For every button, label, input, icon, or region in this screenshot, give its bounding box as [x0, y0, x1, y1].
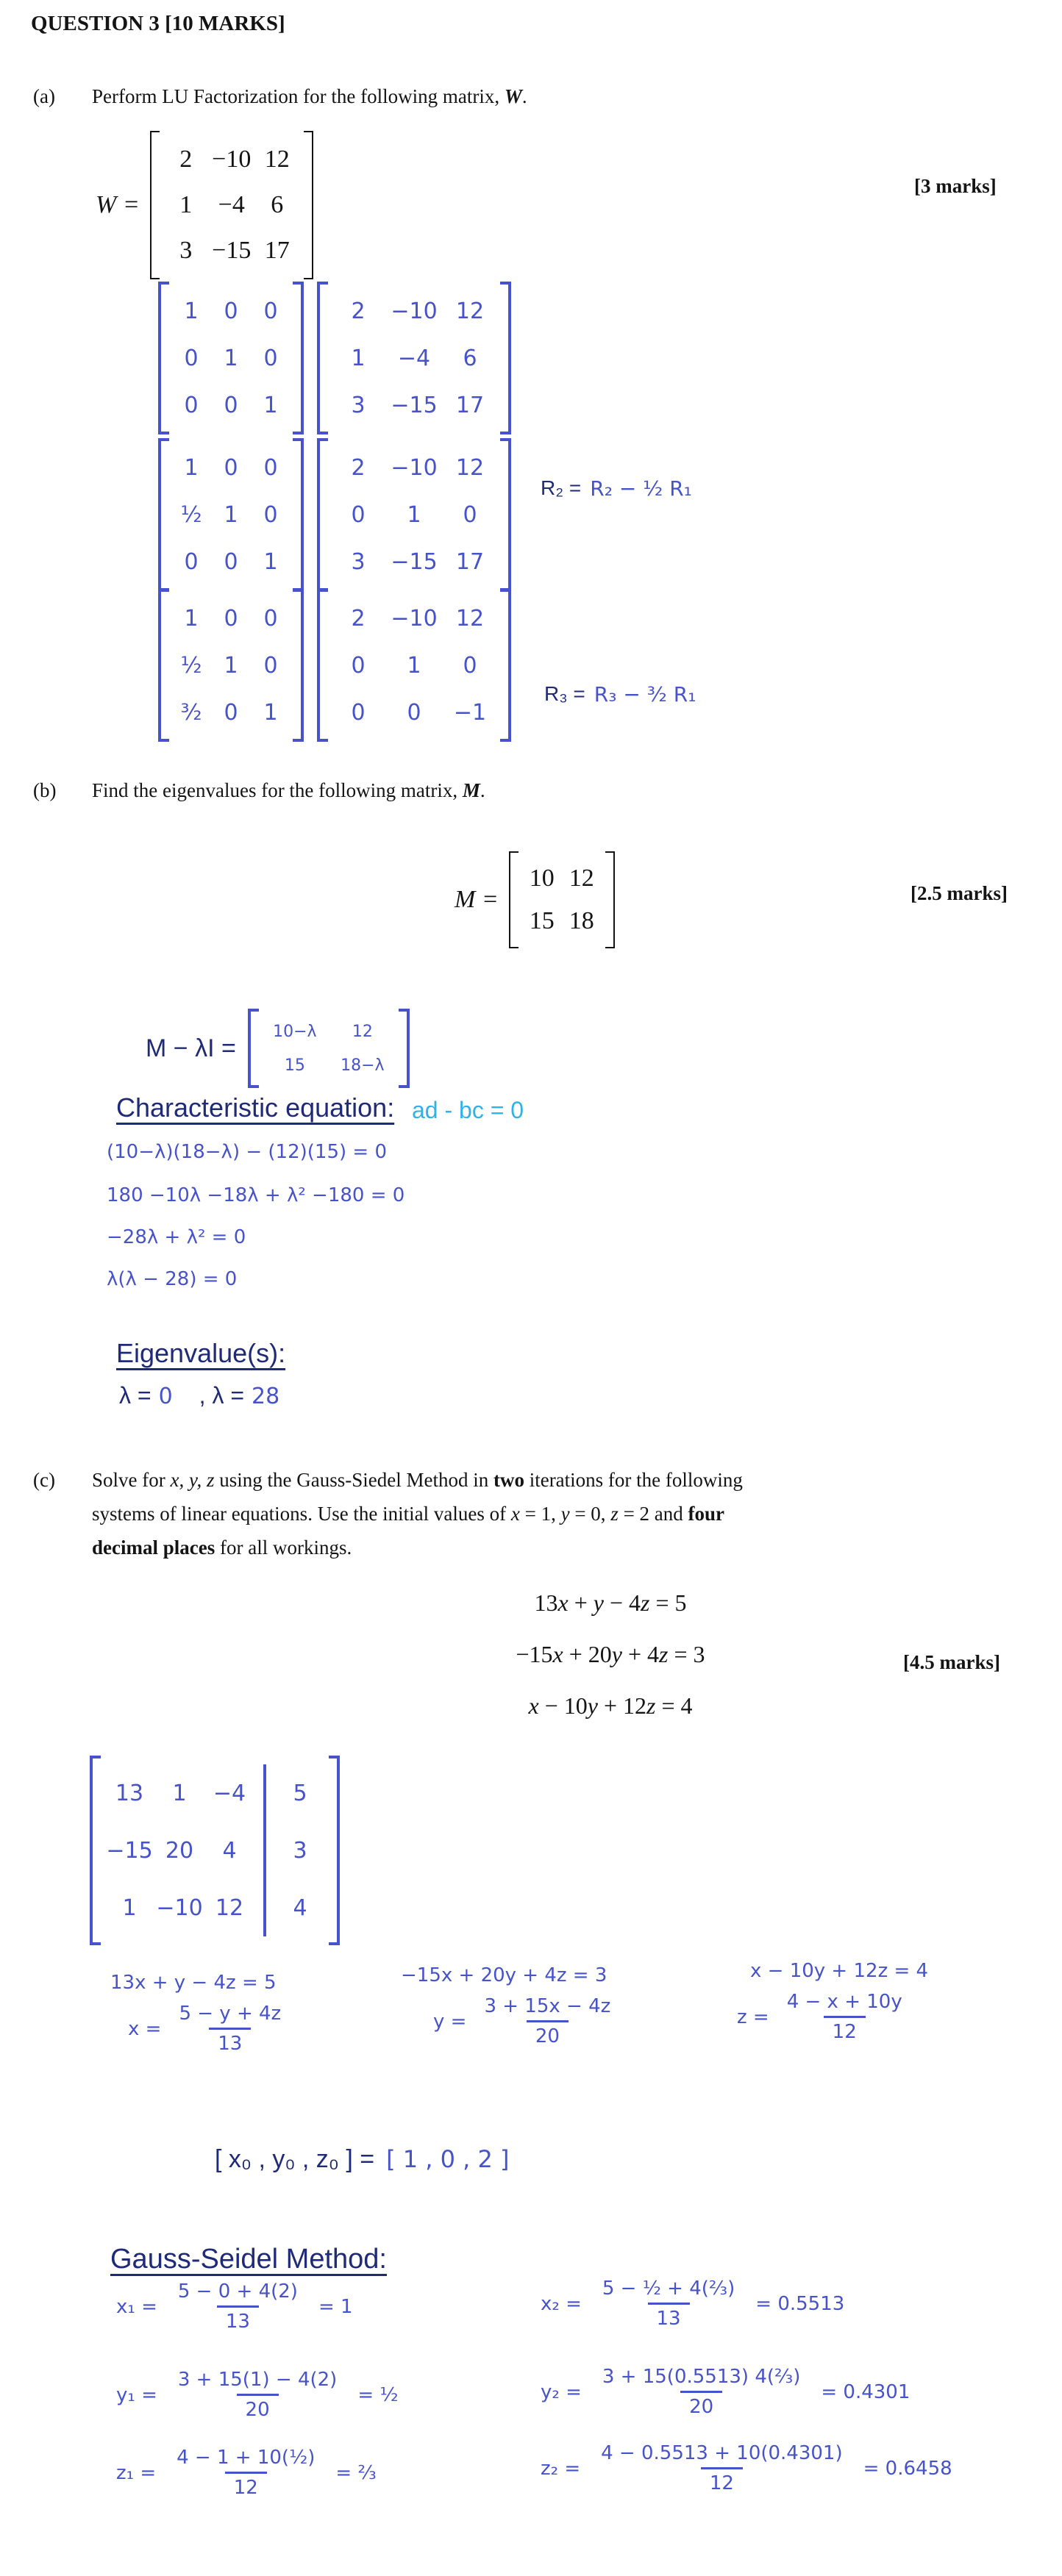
- fraction-numerator: 4 − 1 + 10(½): [177, 2447, 316, 2469]
- matrix-cell: 1: [172, 1780, 187, 1806]
- part-c-line-1: Solve for x, y, z using the Gauss-Siedel Method in two iterations for the following: [92, 1469, 743, 1491]
- part-b-label: (b): [33, 779, 57, 801]
- rearranged-x: [110, 1972, 290, 2055]
- matrix-cell: 3: [179, 237, 193, 264]
- augmented-divider: [263, 1879, 266, 1936]
- m-minus-lambda-label: M − λI =: [146, 1034, 236, 1062]
- matrix-cell: 1: [184, 298, 199, 324]
- rearranged-y-equation: −15x + 20y + 4z = 3: [401, 1964, 607, 1986]
- part-a-marks: [3 marks]: [914, 175, 997, 197]
- eigenvalues-result: [119, 1382, 279, 1409]
- matrix-cell: 1: [224, 501, 238, 528]
- w-matrix: [150, 131, 313, 279]
- gs-z2-lhs: z₂ =: [541, 2457, 581, 2480]
- matrix-cell: ³⁄₂: [180, 699, 202, 726]
- part-c-label: (c): [33, 1469, 55, 1491]
- characteristic-equation-heading: Characteristic equation:: [116, 1092, 395, 1123]
- matrix-cell: 10: [529, 865, 555, 892]
- matrix-cell: ¹⁄₂: [180, 652, 202, 679]
- matrix-cell: 1: [263, 392, 278, 418]
- fraction-numerator: 4 − x + 10y: [786, 1991, 902, 2013]
- gs-y1-result: = ½: [357, 2383, 399, 2406]
- matrix-cell: 10−λ: [273, 1022, 317, 1041]
- matrix-cell: 1: [184, 605, 199, 632]
- matrix-cell: 0: [224, 605, 238, 632]
- m-label: M =: [455, 886, 499, 913]
- gs-z2-fraction: [592, 2442, 852, 2494]
- fraction-denominator: 13: [648, 2303, 690, 2330]
- fraction-numerator: 5 − y + 4z: [179, 2003, 282, 2025]
- matrix-cell: 0: [263, 605, 278, 632]
- part-a-label: (a): [33, 85, 55, 107]
- work-line-3: −28λ + λ² = 0: [107, 1226, 246, 1248]
- row-op-note-r3: [544, 682, 696, 706]
- matrix-cell: 12: [569, 865, 594, 892]
- rearranged-x-equation: 13x + y − 4z = 5: [110, 1972, 277, 1994]
- matrix-cell: 4: [222, 1837, 237, 1864]
- matrix-cell: 0: [263, 345, 278, 371]
- lu-step-3-l-matrix: [158, 589, 304, 742]
- page-title: QUESTION 3 [10 MARKS]: [31, 12, 285, 35]
- matrix-cell: 12: [455, 298, 485, 324]
- lambda1-lhs: λ =: [119, 1382, 152, 1409]
- gs-y1: [116, 2369, 399, 2421]
- system-equations: [397, 1589, 824, 1720]
- row-op-note-r2-rhs: R₂ − ½ R₁: [590, 476, 692, 501]
- matrix-cell: 12: [215, 1895, 244, 1921]
- equation-2: −15x + 20y + 4z = 3: [516, 1641, 705, 1667]
- gs-y2: [541, 2366, 910, 2418]
- lu-step-1-u-matrix: [317, 282, 511, 434]
- eigenvalues-heading: Eigenvalue(s):: [116, 1338, 286, 1368]
- rearranged-x-lhs: x =: [128, 2017, 162, 2040]
- part-a-prompt: Perform LU Factorization for the following matrix, W.: [92, 85, 527, 107]
- matrix-cell: 15: [284, 1056, 305, 1075]
- gs-x1-result: = 1: [318, 2295, 353, 2318]
- augmented-divider: [263, 1764, 266, 1822]
- augmented-matrix: [90, 1756, 340, 1945]
- gs-z1-result: = ⅔: [335, 2461, 377, 2484]
- matrix-cell: 1: [224, 345, 238, 371]
- matrix-cell: 12: [455, 454, 485, 481]
- row-op-note-r3-lhs: R₃ =: [544, 682, 585, 705]
- matrix-cell: −1: [453, 699, 487, 726]
- matrix-cell: 0: [407, 699, 421, 726]
- matrix-cell: 15: [529, 907, 555, 934]
- matrix-cell: −15: [212, 237, 252, 264]
- initial-values-rhs: [ 1 , 0 , 2 ]: [386, 2145, 510, 2173]
- fraction-denominator: 20: [680, 2391, 722, 2418]
- matrix-cell: 5: [293, 1780, 307, 1806]
- gs-y1-fraction: [169, 2369, 346, 2421]
- matrix-cell: −10: [391, 454, 438, 481]
- matrix-cell: 0: [224, 392, 238, 418]
- row-op-note-r2-lhs: R₂ =: [541, 476, 582, 499]
- gs-x1-lhs: x₁ =: [116, 2295, 157, 2318]
- matrix-cell: 17: [455, 392, 485, 418]
- matrix-cell: 12: [352, 1022, 373, 1041]
- fraction-denominator: 12: [701, 2467, 743, 2494]
- matrix-cell: 0: [224, 454, 238, 481]
- part-c-prompt: [92, 1469, 1019, 1570]
- matrix-cell: −10: [391, 605, 438, 632]
- matrix-cell: 0: [263, 501, 278, 528]
- gs-y2-result: = 0.4301: [821, 2380, 910, 2403]
- characteristic-working: [107, 1141, 405, 1302]
- gs-x1: [116, 2280, 353, 2333]
- matrix-cell: −10: [391, 298, 438, 324]
- gs-z1-lhs: z₁ =: [116, 2461, 157, 2484]
- lu-step-3-u-matrix: [317, 589, 511, 742]
- matrix-cell: 1: [407, 652, 421, 679]
- matrix-cell: 0: [463, 501, 477, 528]
- initial-values: [215, 2145, 510, 2174]
- matrix-cell: 2: [351, 454, 366, 481]
- matrix-cell: 13: [115, 1780, 144, 1806]
- part-c-marks: [4.5 marks]: [903, 1651, 1000, 1673]
- gs-x1-fraction: [169, 2280, 307, 2333]
- fraction-numerator: 4 − 0.5513 + 10(0.4301): [601, 2442, 843, 2464]
- matrix-cell: 0: [184, 392, 199, 418]
- matrix-cell: 2: [351, 605, 366, 632]
- work-line-1: (10−λ)(18−λ) − (12)(15) = 0: [107, 1141, 387, 1163]
- w-matrix-block: [96, 131, 313, 279]
- matrix-cell: 18: [569, 907, 594, 934]
- rearranged-y-fraction: [475, 1995, 619, 2047]
- fraction-numerator: 3 + 15(1) − 4(2): [177, 2369, 338, 2391]
- matrix-cell: 17: [455, 548, 485, 575]
- lambda2-value: 28: [252, 1384, 280, 1409]
- matrix-cell: 1: [263, 699, 278, 726]
- matrix-cell: −15: [391, 548, 438, 575]
- gauss-seidel-heading: Gauss-Seidel Method:: [110, 2244, 387, 2275]
- matrix-cell: 3: [351, 392, 366, 418]
- gs-x2-fraction: [594, 2278, 744, 2330]
- gs-x2-lhs: x₂ =: [541, 2292, 582, 2315]
- part-b-marks: [2.5 marks]: [910, 882, 1008, 904]
- matrix-cell: 12: [455, 605, 485, 632]
- fraction-denominator: 20: [527, 2020, 569, 2047]
- m-minus-lambda-block: [146, 1009, 410, 1088]
- row-op-note-r3-rhs: R₃ − ³⁄₂ R₁: [594, 682, 696, 706]
- lu-step-1: [158, 282, 894, 436]
- fraction-numerator: 5 − ½ + 4(⅔): [602, 2278, 735, 2300]
- matrix-cell: −15: [106, 1837, 153, 1864]
- matrix-cell: 0: [184, 345, 199, 371]
- matrix-cell: −10: [156, 1895, 203, 1921]
- matrix-cell: 0: [351, 699, 366, 726]
- rearranged-y-lhs: y =: [433, 2010, 467, 2033]
- gs-z1-fraction: [168, 2447, 324, 2499]
- equation-3: x − 10y + 12z = 4: [528, 1692, 693, 1719]
- lu-step-2: [158, 438, 894, 593]
- gs-x2: [541, 2278, 844, 2330]
- matrix-cell: −15: [391, 392, 438, 418]
- gs-y2-lhs: y₂ =: [541, 2380, 582, 2403]
- characteristic-equation-hint: ad - bc = 0: [412, 1097, 524, 1123]
- matrix-cell: −4: [213, 1780, 246, 1806]
- work-line-4: λ(λ − 28) = 0: [107, 1268, 238, 1290]
- gs-z1: [116, 2447, 377, 2499]
- fraction-denominator: 13: [209, 2028, 251, 2055]
- lu-step-2-u-matrix: [317, 438, 511, 591]
- matrix-cell: 2: [179, 146, 193, 173]
- matrix-cell: 12: [264, 146, 290, 173]
- matrix-cell: 1: [407, 501, 421, 528]
- m-minus-lambda-matrix: [248, 1009, 410, 1088]
- matrix-cell: 1: [179, 191, 193, 218]
- matrix-cell: −4: [397, 345, 431, 371]
- matrix-cell: 0: [263, 298, 278, 324]
- fraction-denominator: 12: [824, 2016, 866, 2043]
- matrix-cell: 1: [351, 345, 366, 371]
- gs-z2-result: = 0.6458: [863, 2457, 952, 2480]
- fraction-numerator: 3 + 15x − 4z: [484, 1995, 611, 2017]
- gs-z2: [541, 2442, 952, 2494]
- gs-y2-fraction: [594, 2366, 810, 2418]
- matrix-cell: −10: [212, 146, 252, 173]
- equation-1: 13x + y − 4z = 5: [534, 1589, 687, 1616]
- lu-step-1-l-matrix: [158, 282, 304, 434]
- fraction-numerator: 3 + 15(0.5513) 4(⅔): [602, 2366, 801, 2388]
- matrix-cell: ¹⁄₂: [180, 501, 202, 528]
- matrix-cell: 1: [224, 652, 238, 679]
- rearranged-z-fraction: [778, 1991, 911, 2043]
- fraction-denominator: 20: [237, 2394, 279, 2421]
- matrix-cell: 0: [463, 652, 477, 679]
- matrix-cell: 18−λ: [341, 1056, 385, 1075]
- rearranged-z: [728, 1960, 928, 2043]
- matrix-cell: 1: [122, 1895, 137, 1921]
- m-matrix-block: [455, 851, 615, 948]
- fraction-numerator: 5 − 0 + 4(2): [177, 2280, 298, 2303]
- matrix-cell: 0: [351, 501, 366, 528]
- gs-y1-lhs: y₁ =: [116, 2383, 157, 2406]
- matrix-cell: 0: [351, 652, 366, 679]
- matrix-cell: 4: [293, 1895, 307, 1921]
- matrix-cell: 3: [293, 1837, 307, 1864]
- lambda2-lhs: , λ =: [199, 1382, 245, 1409]
- fraction-denominator: 12: [225, 2472, 267, 2499]
- w-label: W =: [96, 191, 140, 218]
- matrix-cell: 0: [224, 298, 238, 324]
- matrix-cell: −4: [218, 191, 245, 218]
- fraction-denominator: 13: [217, 2305, 259, 2333]
- matrix-cell: 2: [351, 298, 366, 324]
- lu-step-3: [158, 589, 894, 743]
- gs-x2-result: = 0.5513: [755, 2292, 845, 2315]
- part-c-line-2: systems of linear equations. Use the initial values of x = 1, y = 0, z = 2 and four: [92, 1503, 725, 1525]
- matrix-cell: 0: [263, 652, 278, 679]
- matrix-cell: 6: [463, 345, 477, 371]
- matrix-cell: 0: [224, 548, 238, 575]
- matrix-cell: 0: [263, 454, 278, 481]
- rearranged-x-fraction: [170, 2003, 290, 2055]
- matrix-cell: 17: [264, 237, 290, 264]
- augmented-matrix-block: [90, 1756, 340, 1945]
- matrix-cell: 1: [263, 548, 278, 575]
- row-op-note-r2: [541, 476, 692, 501]
- matrix-cell: 0: [184, 548, 199, 575]
- augmented-divider: [263, 1822, 266, 1879]
- initial-values-lhs: [ x₀ , y₀ , z₀ ] =: [215, 2145, 375, 2173]
- m-matrix: [509, 851, 615, 948]
- rearranged-z-equation: x − 10y + 12z = 4: [750, 1960, 929, 1982]
- matrix-cell: 6: [271, 191, 284, 218]
- rearranged-y: [401, 1964, 619, 2047]
- part-b-prompt: Find the eigenvalues for the following matrix, M.: [92, 779, 485, 801]
- lambda1-value: 0: [158, 1384, 173, 1409]
- matrix-cell: 3: [351, 548, 366, 575]
- matrix-cell: 20: [165, 1837, 194, 1864]
- work-line-2: 180 −10λ −18λ + λ² −180 = 0: [107, 1184, 405, 1206]
- lu-step-2-l-matrix: [158, 438, 304, 591]
- matrix-cell: 0: [224, 699, 238, 726]
- part-c-line-3: decimal places for all workings.: [92, 1536, 352, 1559]
- matrix-cell: 1: [184, 454, 199, 481]
- rearranged-z-lhs: z =: [737, 2006, 769, 2028]
